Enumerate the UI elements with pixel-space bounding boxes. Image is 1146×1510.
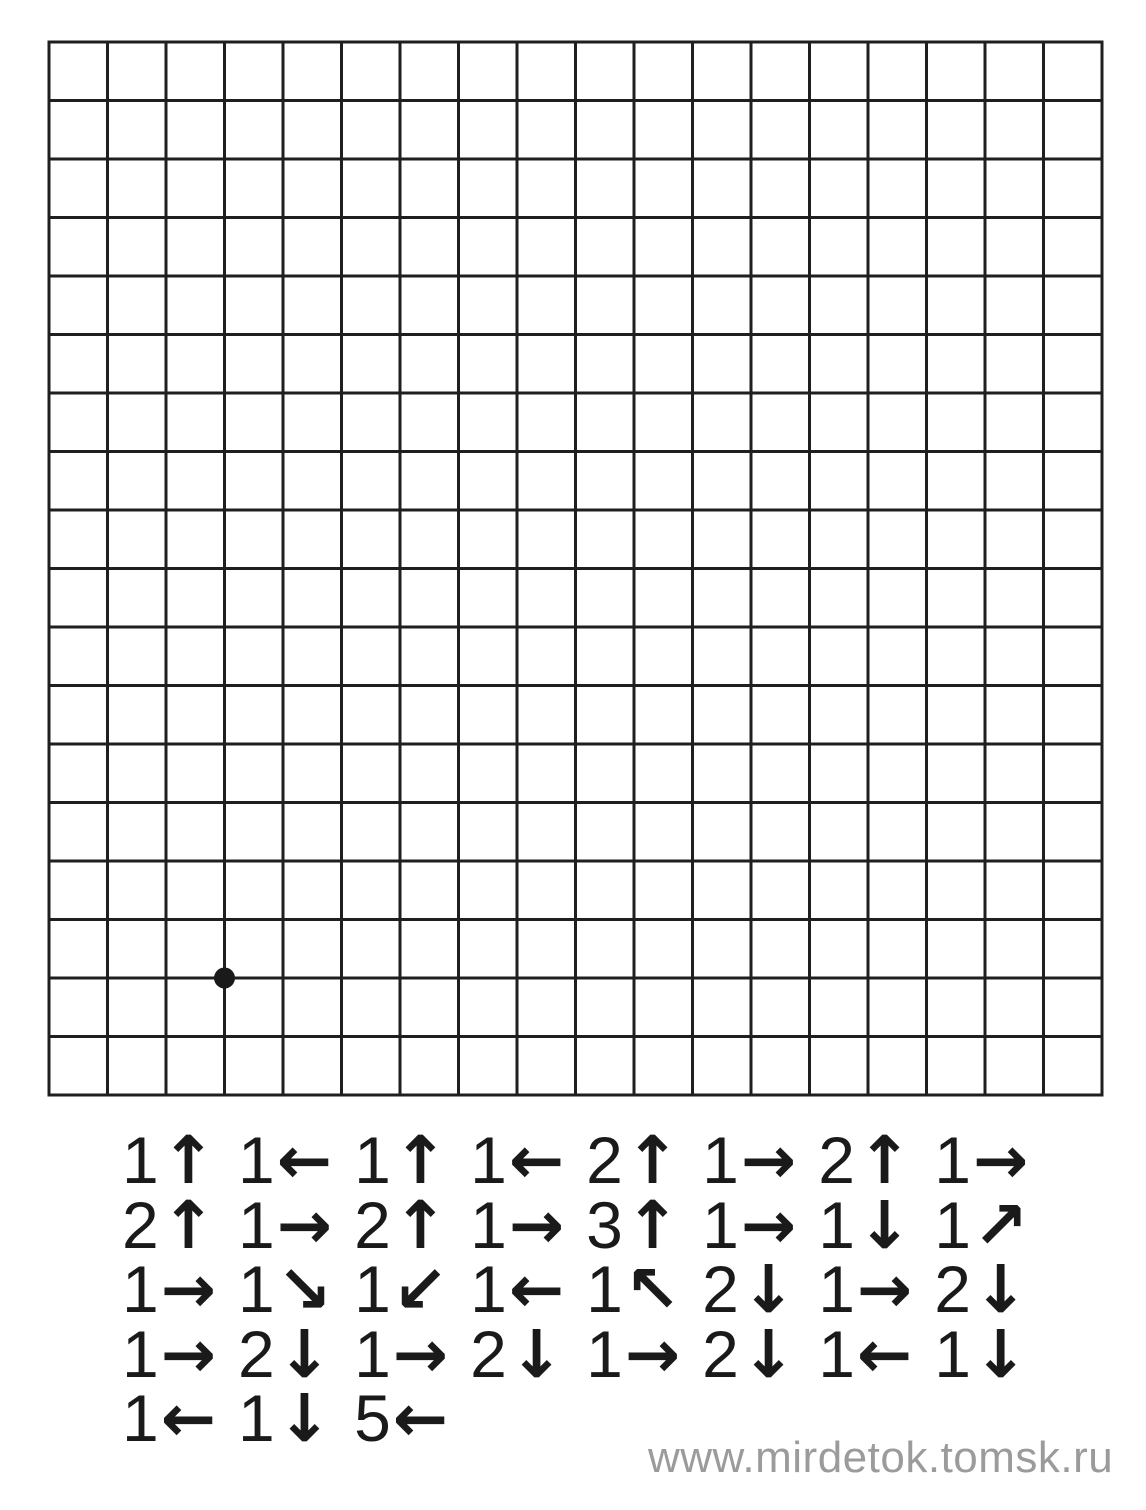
arrow-left-icon: ←: [508, 1122, 565, 1199]
arrow-up-right-icon: ↗: [972, 1186, 1029, 1264]
arrow-down-icon: ↓: [740, 1251, 797, 1328]
step-count: 2: [122, 1187, 159, 1262]
arrow-right-icon: →: [392, 1315, 449, 1393]
step-count: 1: [238, 1381, 275, 1455]
arrow-right-icon: →: [276, 1186, 333, 1264]
step-count: 1: [818, 1252, 855, 1326]
instruction-line: [122, 1186, 1029, 1264]
instruction-step: [702, 1315, 797, 1406]
arrow-up-icon: ↑: [392, 1122, 449, 1199]
instruction-list: [122, 1122, 1029, 1457]
step-count: 1: [122, 1252, 159, 1326]
instruction-step: [818, 1315, 913, 1406]
arrow-down-left-icon: ↙: [392, 1251, 449, 1328]
step-count: 1: [818, 1316, 855, 1391]
arrow-right-icon: →: [740, 1122, 797, 1199]
arrow-up-left-icon: ↖: [624, 1251, 681, 1328]
arrow-up-icon: ↑: [624, 1122, 681, 1199]
step-count: 1: [122, 1316, 159, 1391]
arrow-right-icon: →: [740, 1186, 797, 1264]
step-count: 2: [702, 1252, 739, 1326]
step-count: 3: [586, 1187, 623, 1262]
step-count: 2: [702, 1316, 739, 1391]
step-count: 1: [122, 1381, 159, 1455]
step-count: 1: [586, 1316, 623, 1391]
step-count: 1: [238, 1252, 275, 1326]
step-count: 1: [238, 1187, 275, 1262]
step-count: 1: [470, 1123, 507, 1197]
instruction-step: [122, 1380, 217, 1470]
arrow-right-icon: →: [160, 1251, 217, 1328]
arrow-up-icon: ↑: [856, 1122, 913, 1199]
arrow-left-icon: ←: [856, 1315, 913, 1393]
arrow-down-icon: ↓: [740, 1315, 797, 1393]
arrow-down-right-icon: ↘: [276, 1251, 333, 1328]
step-count: 1: [702, 1187, 739, 1262]
step-count: 5: [354, 1381, 391, 1455]
step-count: 2: [586, 1123, 623, 1197]
step-count: 1: [934, 1187, 971, 1262]
step-count: 1: [818, 1187, 855, 1262]
arrow-right-icon: →: [160, 1315, 217, 1393]
arrow-down-icon: ↓: [276, 1315, 333, 1393]
arrow-up-icon: ↑: [160, 1122, 217, 1199]
arrow-right-icon: →: [624, 1315, 681, 1393]
instruction-step: [470, 1315, 565, 1406]
arrow-up-icon: ↑: [392, 1186, 449, 1264]
step-count: 1: [586, 1252, 623, 1326]
arrow-right-icon: →: [856, 1251, 913, 1328]
step-count: 1: [470, 1252, 507, 1326]
arrow-right-icon: →: [972, 1122, 1029, 1199]
watermark-url: www.mirdetok.tomsk.ru: [648, 1433, 1114, 1482]
step-count: 2: [470, 1316, 507, 1391]
step-count: 2: [934, 1252, 971, 1326]
step-count: 1: [238, 1123, 275, 1197]
step-count: 1: [354, 1252, 391, 1326]
step-count: 1: [934, 1123, 971, 1197]
instruction-step: [934, 1315, 1029, 1406]
arrow-left-icon: ←: [392, 1380, 449, 1457]
arrow-down-icon: ↓: [972, 1251, 1029, 1328]
instruction-line: [122, 1122, 1029, 1199]
arrow-left-icon: ←: [508, 1251, 565, 1328]
step-count: 1: [702, 1123, 739, 1197]
instruction-step: [586, 1315, 681, 1406]
arrow-up-icon: ↑: [624, 1186, 681, 1264]
step-count: 1: [470, 1187, 507, 1262]
step-count: 1: [354, 1123, 391, 1197]
step-count: 2: [238, 1316, 275, 1391]
instruction-step: [354, 1380, 449, 1470]
step-count: 1: [354, 1316, 391, 1391]
arrow-down-icon: ↓: [972, 1315, 1029, 1393]
arrow-down-icon: ↓: [276, 1380, 333, 1457]
step-count: 1: [122, 1123, 159, 1197]
step-count: 1: [934, 1316, 971, 1391]
instruction-line: [122, 1251, 1029, 1328]
arrow-up-icon: ↑: [160, 1186, 217, 1264]
step-count: 2: [818, 1123, 855, 1197]
arrow-left-icon: ←: [276, 1122, 333, 1199]
arrow-right-icon: →: [508, 1186, 565, 1264]
arrow-down-icon: ↓: [856, 1186, 913, 1264]
instruction-step: [238, 1380, 333, 1470]
instruction-line: [122, 1315, 1029, 1393]
step-count: 2: [354, 1187, 391, 1262]
arrow-left-icon: ←: [160, 1380, 217, 1457]
arrow-down-icon: ↓: [508, 1315, 565, 1393]
start-dot: [214, 968, 235, 989]
